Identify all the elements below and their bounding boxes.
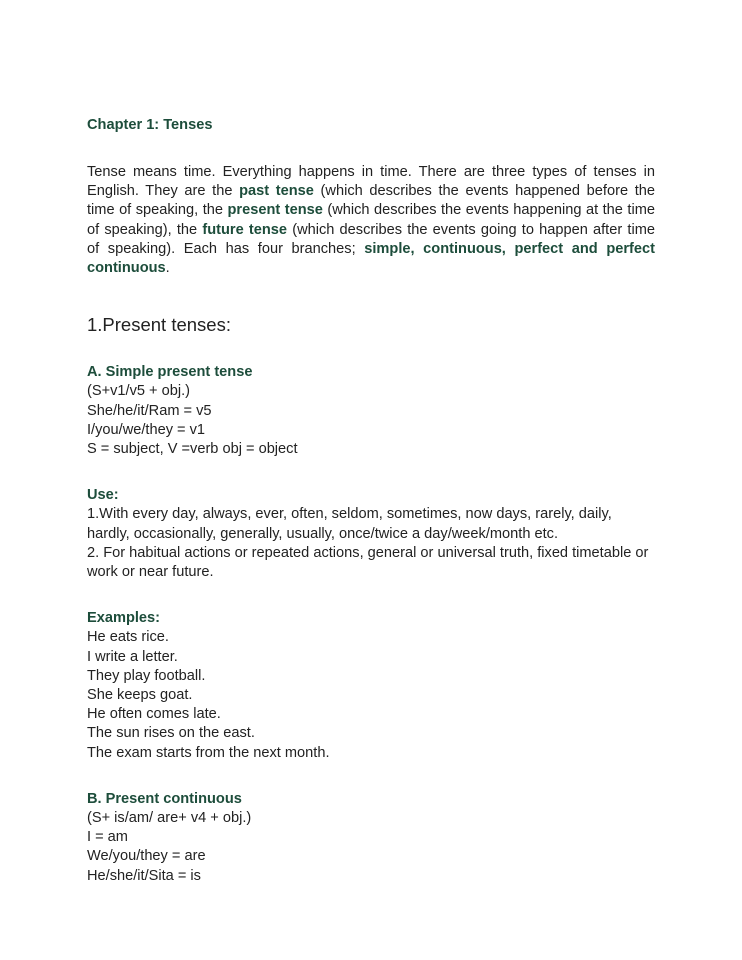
- section-heading-present-tenses: 1.Present tenses:: [87, 314, 231, 336]
- example-sentence: She keeps goat.: [87, 687, 193, 704]
- intro-text-1: Tense means time. Everything happens in time. There are three types of tenses in English. They are the: [87, 164, 655, 200]
- intro-text-5: .: [165, 260, 170, 277]
- use-heading: Use:: [87, 487, 119, 504]
- present-tense-term: present tense: [227, 202, 323, 219]
- example-sentence: They play football.: [87, 667, 206, 684]
- example-sentence: I write a letter.: [87, 648, 178, 665]
- simple-present-block: [87, 363, 655, 459]
- rule-line: He/she/it/Sita = is: [87, 867, 201, 884]
- use-item: 2. For habitual actions or repeated actions, general or universal truth, fixed timetable or work or near future.: [87, 544, 649, 581]
- formula-line: (S+ is/am/ are+ v4 + obj.): [87, 810, 252, 827]
- examples-heading: Examples:: [87, 610, 161, 627]
- intro-text-4: (which describes the events going to happen after time of speaking). Each has four branches;: [87, 221, 655, 257]
- use-block: [87, 486, 655, 582]
- formula-line: (S+v1/v5 + obj.): [87, 383, 191, 400]
- example-sentence: He eats rice.: [87, 629, 169, 646]
- simple-present-heading: A. Simple present tense: [87, 364, 253, 381]
- chapter-title: Chapter 1: Tenses: [87, 117, 213, 133]
- legend-line: S = subject, V =verb obj = object: [87, 441, 298, 458]
- branches-term: simple, continuous, perfect and perfect continuous: [87, 240, 655, 277]
- page-content: [87, 116, 655, 886]
- rule-line: I/you/we/they = v1: [87, 421, 206, 438]
- example-sentence: He often comes late.: [87, 706, 221, 723]
- past-tense-term: past tense: [239, 183, 314, 200]
- rule-line: She/he/it/Ram = v5: [87, 402, 212, 419]
- use-item: 1.With every day, always, ever, often, seldom, sometimes, now days, rarely, daily, hardly, occasionally, generally, usually, once/twice a day/week/month etc.: [87, 506, 612, 542]
- examples-block: [87, 609, 655, 763]
- example-sentence: The sun rises on the east.: [87, 725, 255, 742]
- intro-text-3: (which describes the events happening at the time of speaking), the: [87, 202, 655, 238]
- intro-text-2: (which describes the events happened before the time of speaking, the: [87, 183, 656, 219]
- rule-line: I = am: [87, 829, 128, 846]
- example-sentence: The exam starts from the next month.: [87, 744, 330, 761]
- intro-paragraph: [87, 163, 655, 278]
- future-tense-term: future tense: [202, 221, 288, 238]
- present-continuous-heading: B. Present continuous: [87, 790, 242, 807]
- present-continuous-block: [87, 790, 655, 886]
- rule-line: We/you/they = are: [87, 848, 206, 865]
